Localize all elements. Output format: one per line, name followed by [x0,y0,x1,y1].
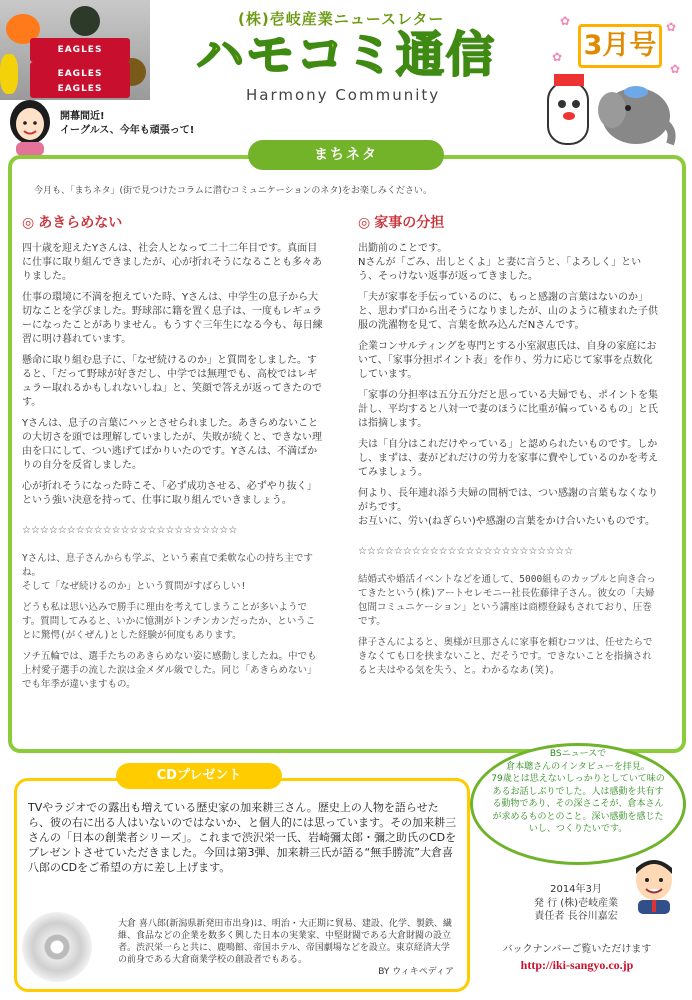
article-kaji-buntan [358,212,660,685]
speech-bubble-text: BSニュースで 倉本聰さんのインタビューを拝見。 79歳とは思えないしっかりとしていて味のあるお話しぶりでした。人は感動を共有する動物であり、その深さこそが、倉本さんが求めるものとのこと。深い感動を感じたいし、つくりたいです。 [491,749,665,834]
publisher: 発 行 (株)壱岐産業 [533,897,619,909]
comment-paragraph: 律子さんによると、奥様が旦那さんに家事を頼むコツは、任せたらできなくても口を挟まないこと、だそうです。できないことを指摘されると夫はやる気を失う、と。わかるなあ(笑)。 [358,637,653,676]
source-credit: BY ウィキペディア [378,967,454,977]
banana-image [0,54,18,94]
machineta-tab: まちネタ [248,140,444,170]
article-paragraph: 四十歳を迎えたYさんは、社会人となって二十二年目です。真面目に仕事に取り組んできましたが、心が折れそうになることも多々ありました。 [22,243,322,282]
issue-info [488,883,664,924]
article-paragraph: 「夫が家事を手伝っているのに、もっと感謝の言葉はないのか」と、思わず口から出そうになりましたが、山のように積まれた子供服の洗濯物を見て、言葉を飲み込んだNさんです。 [358,292,658,331]
article-paragraph: 懸命に取り組む息子に、「なぜ続けるのか」と質問をしました。すると、「だって野球が好きだし、中学では無理でも、高校ではレギュラー取れるかもしれないしね」と、笑顔で答えが返ってきたのです。 [22,355,322,408]
eagles-box: EAGLES [30,62,130,86]
newsletter-subtitle: Harmony Community [246,86,441,104]
website-link[interactable]: http://iki-sangyo.co.jp [520,958,634,972]
cherry-blossom-icon: ✿ [666,20,677,34]
eagles-photo [0,0,150,100]
backnumber-note: バックナンバーご覧いただけます [502,944,652,955]
double-circle-icon: ◎ [22,215,35,231]
article-paragraph: Yさんは、息子の言葉にハッとさせられました。あきらめないことの大切さを頭では理解していましたが、失敗が続くと、できない理由を口にして、つい逃げてばかりいたのです。Yさんは、不満ばかりの自分を反省しました。 [22,418,322,471]
issue-date: 2014年3月 [550,884,602,895]
article-paragraph: 何より、長年連れ添う夫婦の間柄では、つい感謝の言葉もなくなりがちです。 お互いに、労い(ねぎらい)や感謝の言葉をかけ合いたいものです。 [358,488,658,527]
star-divider: ☆☆☆☆☆☆☆☆☆☆☆☆☆☆☆☆☆☆☆☆☆☆☆☆ [358,546,574,557]
editor-girl-avatar [4,98,56,156]
comment-paragraph: どうも私は思い込みで勝手に理由を考えてしまうことが多いようです。質問してみると、いかに憶測がトンチンカンだったか、ということに驚愕(がくぜん)とした経験が何度もあります。 [22,602,316,641]
okura-profile-note [118,918,454,978]
article-paragraph: 夫は「自分はこれだけやっている」と認められたいものです。しかし、まずは、妻がどれだけの労力を家事に費やしているのかを考えてみましょう。 [358,439,658,478]
article-heading: ◎ 家事の分担 [358,215,445,231]
cd-disc-icon [22,912,92,982]
mascot-illustration [540,72,680,154]
machineta-intro: 今月も、「まちネタ」(街で見つけたコラムに潜むコミュニケーションのネタ)をお楽しみください。 [34,186,432,196]
article-paragraph: 「家事の分担率は五分五分だと思っている夫婦でも、ポイントを集計し、平均すると八対一で妻のほうに比重が偏っているもの」と氏は指摘します。 [358,390,658,429]
star-divider: ☆☆☆☆☆☆☆☆☆☆☆☆☆☆☆☆☆☆☆☆☆☆☆☆ [22,525,238,536]
double-circle-icon: ◎ [358,215,371,231]
editor-comments [22,552,324,692]
cd-present-tab: CDプレゼント [116,763,282,789]
comment-paragraph: 結婚式や婚活イベントなどを通して、5000組ものカップルと向き合ってきたという(株)アートセレモニー社長佐藤律子さん。彼女の「夫婦包間コミュニケーション」という講座は商標登録もされており、圧巻です。 [358,574,656,627]
apple-image [70,6,100,36]
cherry-blossom-icon: ✿ [670,62,681,76]
article-paragraph: 出勤前のことです。 Nさんが「ごみ、出しとくよ」と妻に言うと、「よろしく」という、そっけない返事が返ってきました。 [358,243,642,282]
company-name: (株)壱岐産業ニュースレター [238,10,445,28]
comment-paragraph: Yさんは、息子さんからも学ぶ、という素直で柔軟な心の持ち主ですね。 そして「なぜ続けるのか」という質問がすばらしい! [22,553,313,592]
eagles-box: EAGLES [30,80,130,98]
cherry-blossom-icon: ✿ [560,14,571,28]
article-akiramenai [22,212,324,699]
cd-present-text: TVやラジオでの露出も増えている歴史家の加来耕三さん。歴史上の人物を語らせたら、彼の右に出る人はいないのではないか、と個人的には思っています。その加来耕三さんの「日本の創業者シリーズ」。これまで渋沢栄一氏、岩崎彌太郎・彌之助氏のCDをプレゼントさせていただきました。今回は第3弾、加来耕三氏が語る“無手勝流”大倉喜八郎のCDをご希望の方に差し上げます。 [28,801,457,874]
greeting-text: 開幕間近! イーグルス、今年も頑張って! [60,111,195,136]
comment-paragraph: ソチ五輪では、選手たちのあきらめない姿に感動しましたね。中でも上村愛子選手の流した涙は金メダル級でした。同じ「あきらめない」でも年季が違いますもの。 [22,651,317,690]
article-heading: ◎ あきらめない [22,215,123,231]
editor-in-charge: 責任者 長谷川嘉宏 [534,911,618,922]
newsletter-title: ハモコミ通信 [196,27,497,83]
article-paragraph: 仕事の環境に不満を抱えていた時、Yさんは、中学生の息子から大切なことを学びました。野球部に籍を置く息子は、一度もレギュラーになったことがありません。もうすぐ三年生になる今も、毎日練習に明け暮れています。 [22,292,323,345]
month-badge: 3月号 [578,24,662,68]
article-paragraph: 企業コンサルティングを専門とする小室淑恵氏は、自身の家庭において、「家事分担ポイント表」を作り、労力に応じて家事を点数化しています。 [358,341,657,380]
eagles-box: EAGLES [30,38,130,62]
editor-comments [358,573,660,678]
article-paragraph: 心が折れそうになった時こそ、「必ず成功させる、必ずやり抜く」という強い決意を持って、仕事に取り組んでいきましょう。 [22,481,317,506]
cherry-blossom-icon: ✿ [552,50,563,64]
okura-profile-text: 大倉 喜八郎(新潟県新発田市出身)は、明治・大正期に貿易、建設、化学、製鉄、繊維、食品などの企業を数多く興した日本の実業家、中堅財閥である大倉財閥の設立者。渋沢栄一らと共に、鹿鳴館、帝国ホテル、帝国劇場などを設立。東京経済大学の前身である大倉商業学校の創設者でもある。 [118,919,452,965]
